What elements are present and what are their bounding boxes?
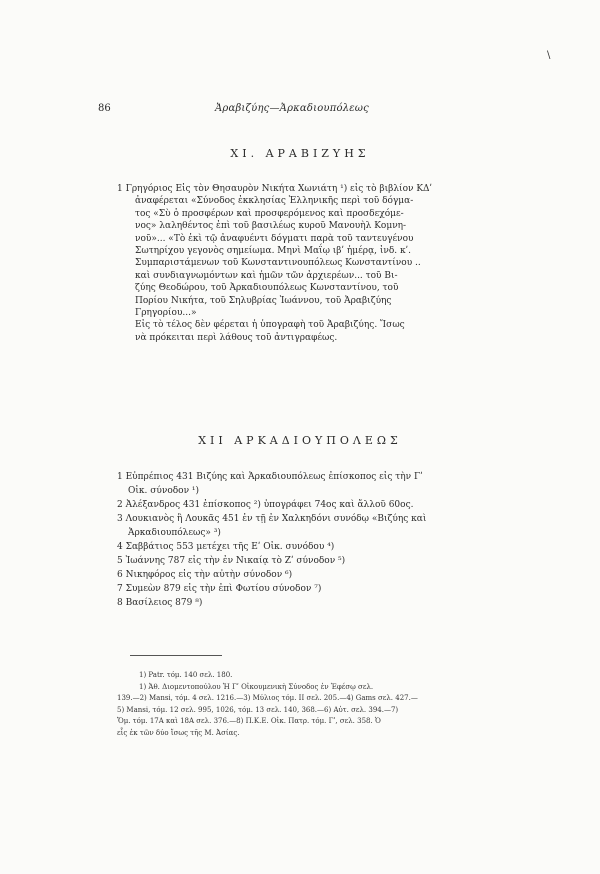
body-line: νοῦ»... «Τὸ ἐκὶ τῷ ἀναφυέντι δόγματι παρὰ τοῦ ταντευγένου: [135, 233, 414, 244]
list-item: 3 Λουκιανὸς ἢ Λουκᾶς 451 ἐν τῇ ἐν Χαλκηδόνι συνόδῳ «Βιζύης καὶ: [117, 514, 427, 524]
body-line: Εἰς τὸ τέλος δὲν φέρεται ἡ ὑπογραφὴ τοῦ Ἀραβιζύης. Ἴσως: [135, 320, 405, 331]
footnote-line: εἷς ἐκ τῶν δύο ἴσως τῆς Μ. Ἀσίας.: [117, 728, 240, 737]
list-item: 5 Ἰωάννης 787 εἰς τὴν ἐν Νικαίᾳ τὸ Ζʹ σύνοδον ⁵): [117, 556, 346, 566]
body-line: Πορίου Νικήτα, τοῦ Σηλυβρίας Ἰωάννου, τοῦ Ἀραβιζύης: [135, 295, 392, 306]
body-line: 1 Γρηγόριος Εἰς τὸν Θησαυρὸν Νικήτα Χωνιάτη ¹) εἰς τὸ βιβλίον ΚΔʹ: [117, 184, 433, 194]
footnote-line: 1) Patr. τόμ. 140 σελ. 180.: [139, 671, 233, 679]
body-line: καὶ συνδιαγνωμόντων καὶ ἡμῶν τῶν ἀρχιερέων... τοῦ Βι-: [135, 270, 398, 281]
list-item: 7 Συμεὼν 879 εἰς τὴν ἐπὶ Φωτίου σύνοδον ⁷): [117, 584, 322, 594]
section-heading-arkadioupoleos: XII ΑΡΚΑΔΙΟΥΠΟΛΕΩΣ: [198, 434, 402, 447]
body-line: ἀναφέρεται «Σύνοδος ἐκκλησίας Ἑλληνικῆς περὶ τοῦ δόγμα-: [135, 196, 414, 207]
body-line: Συμπαριστάμενων τοῦ Κωνσταντινουπόλεως Κωνσταντίνου ..: [135, 258, 421, 269]
body-line: νὰ πρόκειται περὶ λάθους τοῦ ἀντιγραφέως.: [135, 332, 338, 343]
body-line: Σωτηρίχου γεγονὸς σημείωμα. Μηνὶ Μαΐῳ ιβʹ ἡμέρᾳ, ἰνδ. κʹ.: [135, 246, 412, 257]
list-item: 4 Σαββάτιος 553 μετέχει τῆς Εʹ Οἰκ. συνόδου ⁴): [117, 542, 335, 552]
list-item: 8 Βασίλειος 879 ⁸): [117, 598, 203, 608]
footnote-line: 139.—2) Μansi, τόμ. 4 σελ. 1216.—3) Mύλιος τόμ. II σελ. 205.—4) Gams σελ. 427.—: [117, 694, 418, 702]
list-item: 6 Νικηφόρος εἰς τὴν αὐτὴν σύνοδον ⁶): [117, 570, 293, 580]
list-item-continuation: Οἰκ. σύνοδον ¹): [128, 486, 200, 496]
footnote-line: 1) Ἀθ. Διομεντοπούλου Ἡ Γʹ Οἰκουμενικὴ Σύνοδος ἐν Ἐφέσῳ σελ.: [139, 682, 374, 691]
list-item-continuation: Ἀρκαδιουπόλεως» ³): [128, 528, 221, 538]
body-line: ζύης Θεοδώρου, τοῦ Ἀρκαδιουπόλεως Κωνσταντίνου, τοῦ: [135, 283, 399, 294]
body-line: νος» λαληθέντος ἐπὶ τοῦ βασιλέως κυροῦ Μανουὴλ Κομνη-: [135, 221, 407, 232]
body-line: Γρηγορίου...»: [135, 308, 197, 319]
body-line: τος «Σὺ ὁ προσφέρων καὶ προσφερόμενος καὶ προσδεχόμε-: [135, 208, 404, 219]
list-item: 1 Εὐπρέπιος 431 Βιζύης καὶ Ἀρκαδιουπόλεως ἐπίσκοπος εἰς τὴν Γʹ: [117, 472, 423, 482]
running-title: Ἀραβιζύης—Ἀρκαδιουπόλεως: [215, 103, 369, 114]
footnotes: [117, 670, 487, 739]
footnote-line: 5) Mansi, τόμ. 12 σελ. 995, 1026, τόμ. 13 σελ. 140, 368.—6) Αὐτ. σελ. 394.—7): [117, 705, 399, 714]
footnote-divider: [130, 655, 222, 656]
bishop-list: [117, 470, 487, 610]
footnote-line: Ὅμ. τόμ. 17Α καὶ 18Α σελ. 376.—8) Π.Κ.Ε. Οἰκ. Πατρ. τόμ. Γʹ, σελ. 358. Ὁ: [117, 717, 381, 725]
list-item: 2 Ἀλέξανδρος 431 ἐπίσκοπος ²) ὑπογράφει 74ος καὶ ἄλλοῦ 60ος.: [117, 500, 414, 510]
section-heading-arabizyes: XI. ΑΡΑΒΙΖΥΗΣ: [230, 147, 370, 160]
page-number: 86: [98, 103, 111, 114]
section-body-arabizyes: [117, 183, 487, 344]
corner-mark: \: [547, 50, 551, 61]
